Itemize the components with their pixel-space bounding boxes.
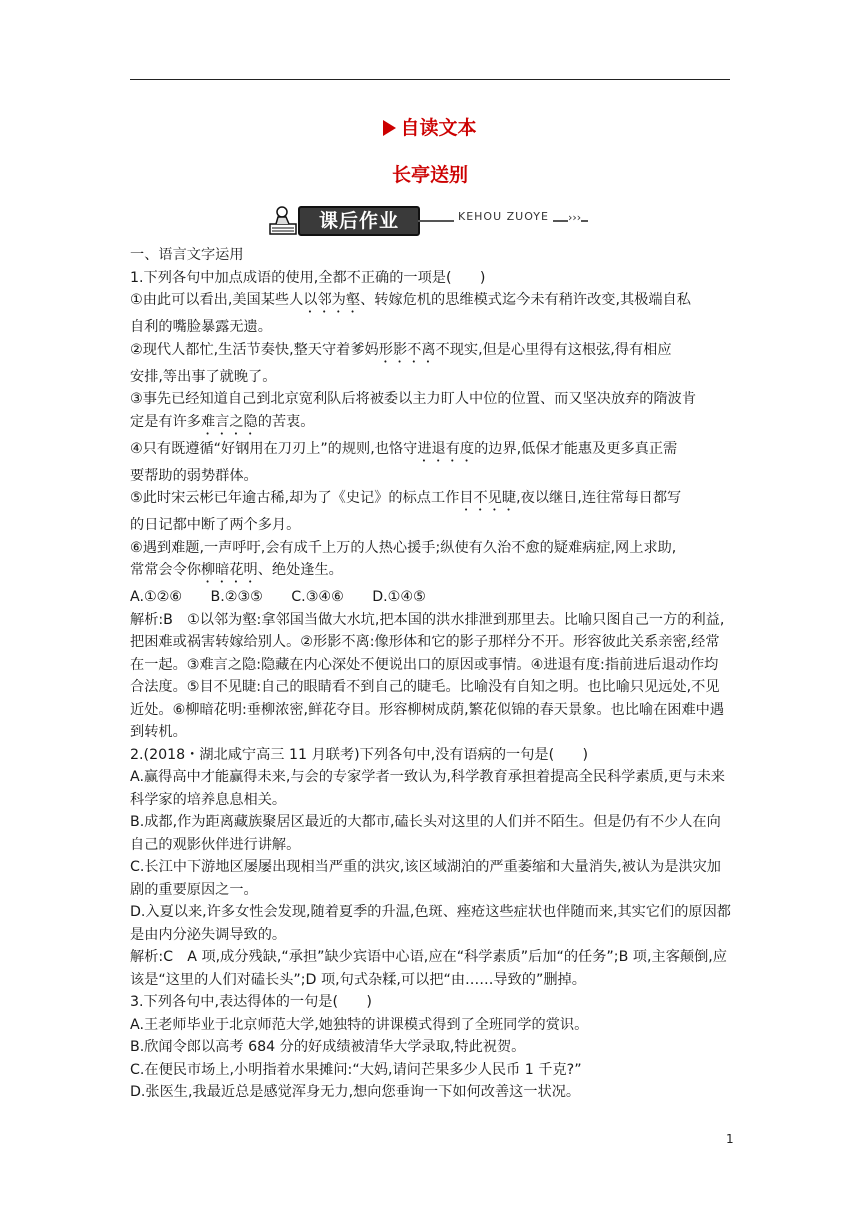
q2-option-a: A.赢得高中才能赢得未来,与会的专家学者一致认为,科学教育承担着提高全民科学素质,更与未来科学家的培养息息相关。 — [130, 769, 725, 808]
question-1-stem: 1.下列各句中加点成语的使用,全都不正确的一项是( ) — [130, 269, 486, 286]
q2-answer: 解析:C A 项,成分残缺,“承担”缺少宾语中心语,应在“科学素质”后加“的任务”;B 项,主客颠倒,应该是“这里的人们对磕长头”;D 项,句式杂糅,可以把“由……导致的”删掉。 — [130, 949, 727, 988]
q3-option-b: B.欣闻令郎以高考 684 分的好成绩被清华大学录取,特此祝贺。 — [130, 1039, 526, 1055]
q1-sentence-4-cont: 要帮助的弱势群体。 — [130, 467, 258, 484]
q1-answer: 解析:B ①以邻为壑:拿邻国当做大水坑,把本国的洪水排泄到那里去。比喻只图自己一方的利益,把困难或祸害转嫁给别人。②形影不离:像形体和它的影子那样分不开。形容彼此关系亲密,经常在一起。③难言之隐:隐藏在内心深处不便说出口的原因或事情。④进退有度:指前进后退动作均合法度。⑤目不见睫:自己的眼睛看不到自己的睫毛。比喻没有自知之明。也比喻只见远处,不见近处。⑥柳暗花明:垂柳浓密,鲜花夺目。形容柳树成荫,繁花似锦的春天景象。也比喻在困难中遇到转机。 — [130, 611, 725, 740]
content — [130, 244, 732, 1104]
q2-option-c: C.长江中下游地区屡屡出现相当严重的洪灾,该区域湖泊的严重萎缩和大量消失,被认为是洪灾加剧的重要原因之一。 — [130, 859, 721, 898]
q3-option-a: A.王老师毕业于北京师范大学,她独特的讲课模式得到了全班同学的赏识。 — [130, 1016, 589, 1033]
banner-english: KEHOU ZUOYE — [454, 210, 553, 223]
q3-option-c: C.在便民市场上,小明指着水果摊问:“大妈,请问芒果多少人民币 1 千克?” — [130, 1061, 582, 1078]
q2-option-d: D.入夏以来,许多女性会发现,随着夏季的升温,色斑、痤疮这些症状也伴随而来,其实它们的原因都是由内分泌失调导致的。 — [130, 904, 731, 943]
q1-sentence-5-cont: 的日记都中断了两个多月。 — [130, 517, 301, 533]
double-chevron-icon: ››› — [568, 211, 582, 224]
dotted-idiom: 目不见睫 — [459, 490, 517, 506]
dotted-idiom: 进退有度 — [417, 440, 475, 457]
q1-sentence-2-cont: 安排,等出事了就晚了。 — [130, 368, 277, 385]
header-rule — [130, 79, 730, 80]
reading-figure-icon — [268, 204, 302, 238]
triangle-icon — [383, 120, 396, 136]
page-number: 1 — [726, 1132, 734, 1146]
q1-sentence-1: ①由此可以看出,美国某些人以邻为壑、转嫁危机的思维模式迄今未有稍许改变,其极端自私 — [130, 292, 691, 308]
section-title-text: 自读文本 — [400, 117, 477, 139]
banner-label: 课后作业 — [298, 206, 420, 236]
q1-sentence-5: ⑤此时宋云彬已年逾古稀,却为了《史记》的标点工作目不见睫,夜以继日,连往常每日都写 — [130, 490, 682, 506]
q1-sentence-4: ④只有既遵循“好钢用在刀刃上”的规则,也恪守进退有度的边界,低保才能惠及更多真正需 — [130, 440, 678, 457]
q1-sentence-6: ⑥遇到难题,一声呼吁,会有成千上万的人热心援手;纵使有久治不愈的疑难病症,网上求助, — [130, 539, 677, 556]
homework-banner — [268, 204, 598, 238]
q1-sentence-1-cont: 自利的嘴脸暴露无遗。 — [130, 319, 272, 335]
section-title — [0, 113, 860, 140]
q1-sentence-6-cont: 常常会令你柳暗花明、绝处逢生。 — [130, 562, 343, 578]
dotted-idiom: 以邻为壑 — [303, 292, 361, 308]
q2-option-b: B.成都,作为距离藏族聚居区最近的大都市,磕长头对这里的人们并不陌生。但是仍有不少人在向自己的观影伙伴进行讲解。 — [130, 814, 721, 853]
q3-option-d: D.张医生,我最近总是感觉浑身无力,想向您垂询一下如何改善这一状况。 — [130, 1084, 581, 1100]
question-3-stem: 3.下列各句中,表达得体的一句是( ) — [130, 994, 372, 1010]
lesson-title: 长亭送别 — [391, 164, 468, 186]
q1-sentence-3-cont: 定是有许多难言之隐的苦衷。 — [130, 413, 315, 430]
q1-sentence-2: ②现代人都忙,生活节奏快,整天守着爹妈形影不离不现实,但是心里得有这根弦,得有相应 — [130, 341, 672, 358]
dotted-idiom: 柳暗花明 — [200, 562, 258, 578]
question-2-stem: 2.(2018・湖北咸宁高三 11 月联考)下列各句中,没有语病的一句是( ) — [130, 746, 589, 763]
dotted-idiom: 难言之隐 — [200, 413, 258, 430]
dotted-idiom: 形影不离 — [378, 341, 436, 358]
q1-sentence-3: ③事先已经知道自己到北京宽利队后将被委以主力盯人中位的位置、而又坚决放弃的隋波肯 — [130, 391, 697, 407]
part-heading: 一、语言文字运用 — [130, 247, 244, 263]
q1-options: A.①②⑥ B.②③⑤ C.③④⑥ D.①④⑤ — [130, 589, 426, 605]
